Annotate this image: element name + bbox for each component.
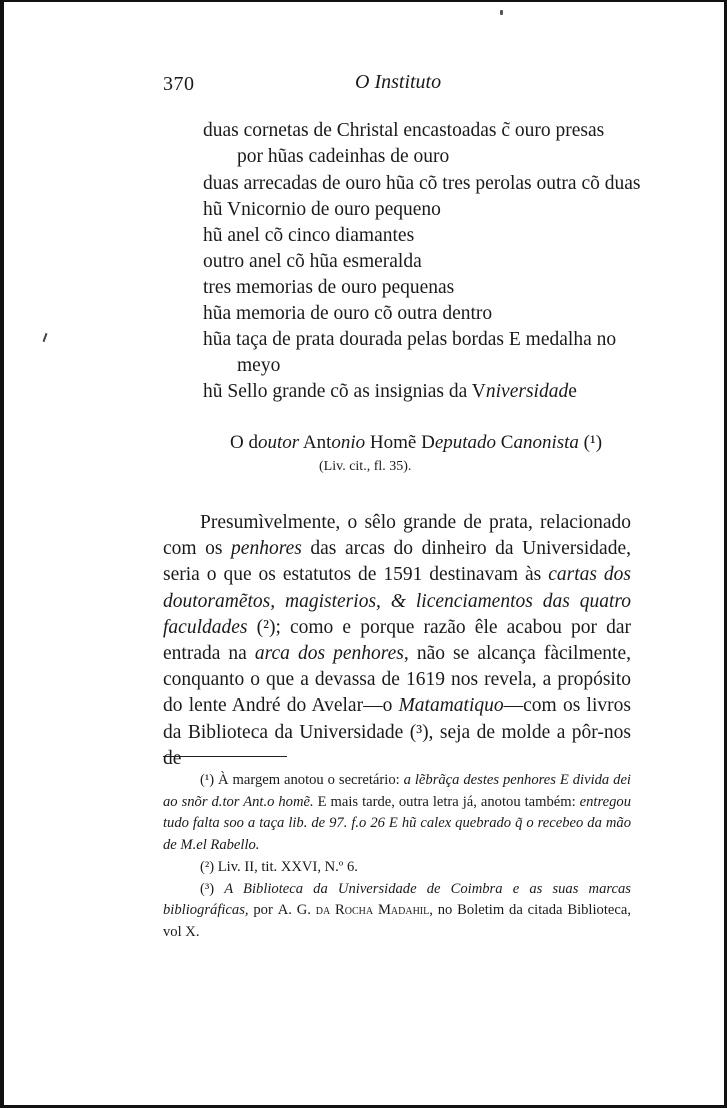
inventory-line: duas arrecadas de ouro hũa cõ tres perolas outra cõ duas [203,173,641,194]
source-reference: (Liv. cit., fl. 35). [319,459,412,474]
footnote-1 [163,770,631,857]
inventory-line: hũ Vnicornio de ouro pequeno [203,199,441,220]
footnote-reference: (¹) [578,432,603,453]
footnote-text: (¹) À margem anotou o secretário: [200,772,404,788]
footnote-text: E mais tarde, outra letra já, anotou também: [313,793,580,810]
inventory-line: meyo [237,355,281,376]
signature-part: Homẽ D [365,432,435,453]
signature-part: eputado [434,432,497,453]
signature-part: anonista [513,432,579,453]
inventory-line: tres memorias de ouro pequenas [203,277,455,298]
footnote-2: (²) Liv. II, tit. XXVI, N.º 6. [200,858,358,875]
signature-part: C [496,432,514,453]
footnote-text: por [248,902,278,919]
signature-part: outor [257,432,300,453]
inventory-line: hũa memoria de ouro cõ outra dentro [203,303,493,324]
signature-part: Ant [299,432,332,453]
inventory-line: hũ anel cõ cinco diamantes [203,225,415,246]
running-title: O Instituto [355,71,442,93]
footnote-3 [163,879,631,944]
footnote-italic: A Biblioteca da Universidade de Coimbra e as suas marcas bibliográficas, [163,880,631,919]
paragraph-text-run: (²); como e porque razão êle acabou por dar entrada na [163,616,631,665]
paragraph-italic: penhores [231,538,302,560]
inventory-italic: niversidad [485,381,569,402]
footnotes [163,770,631,944]
signature-part: onio [331,432,366,453]
ink-speck [500,10,503,15]
body-paragraph [163,510,631,772]
paragraph-text-run: , não se alcança fàcilmente, conquanto o que a devassa de 1619 nos revela, a propósito do lente André do Avelar—o [163,643,631,717]
footnote-italic: a lẽbrãça destes penhores E divida dei ao snõr d.tor Ant.o homẽ. [163,772,631,810]
paragraph-text-run: Presumìvelmente, o sêlo grande de prata, relacionado com os [163,512,631,560]
inventory-line: duas cornetas de Christal encastoadas c̃ ouro presas [203,120,605,141]
footnote-text: , no Boletim da citada Biblioteca, vol X. [163,902,631,940]
footnote-italic: entregou tudo falta soo a taça lib. de 97. f.o 26 E hũ calex quebrado q̃ o recebeo da mão de M.el Rabello. [163,793,631,854]
paragraph-text-run: das arcas do dinheiro da Universidade, seria o que os estatutos de 1591 destinavam às [163,538,631,586]
paragraph-italic: cartas dos doutoramẽtos, magisterios, & licenciamentos das quatro faculdades [163,564,631,638]
inventory-text: e [568,381,577,402]
inventory-line: hũa taça de prata dourada pelas bordas E medalha no [203,329,617,350]
paragraph-text-run: —com os livros da Biblioteca da Universidade (³), seja de molde a pôr-nos de [163,695,631,769]
page-number: 370 [163,73,195,95]
paragraph-text [163,510,631,772]
footnote-author: A. G. da Rocha Madahil [277,902,430,919]
paragraph-italic: arca dos penhores [254,643,404,665]
signature-part: O d [230,432,258,453]
footnote-rule [163,756,287,757]
paragraph-italic: Matamatiquo [398,695,504,717]
footnote-text: (³) [200,880,225,897]
inventory-line: por hũas cadeinhas de ouro [237,146,450,167]
inventory-line: outro anel cõ hũa esmeralda [203,251,422,272]
signature-heading [230,432,602,454]
inventory-text: hũ Sello grande cõ as insignias da V [203,381,486,402]
inventory-line-last [203,382,577,402]
